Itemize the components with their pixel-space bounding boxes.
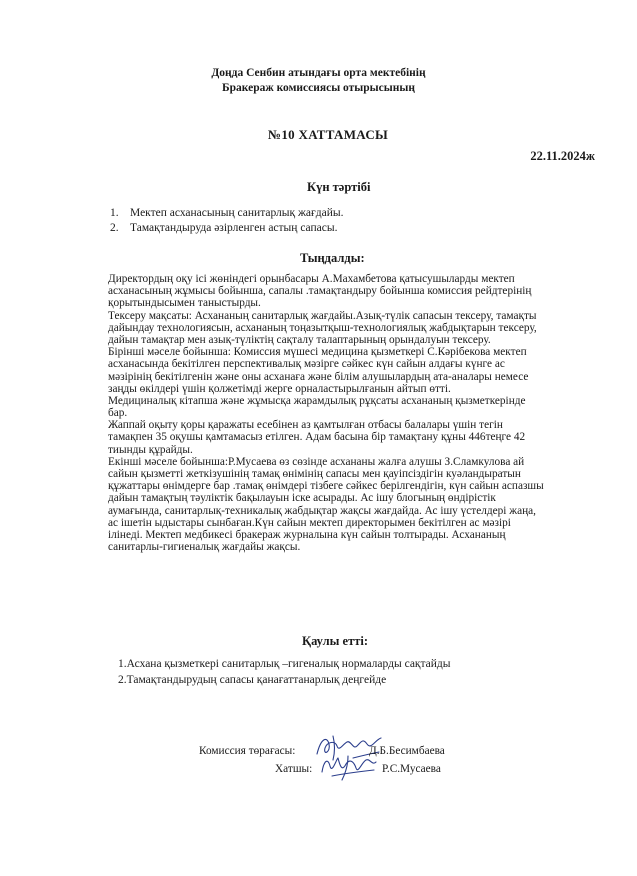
commission-header: Бракераж комиссиясы отырысының	[222, 82, 415, 94]
school-name-header: Доңда Сенбин атындағы орта мектебінің	[211, 67, 426, 79]
secretary-signature-icon	[318, 752, 380, 782]
chair-name: Д.Б.Бесимбаева	[369, 745, 445, 757]
chair-role-label: Комиссия төрағасы:	[199, 745, 296, 757]
agenda-heading: Күн тәртібі	[307, 180, 371, 194]
agenda-item-text: Мектеп асханасының санитарлық жағдайы.	[130, 207, 344, 219]
decided-heading: Қаулы етті:	[302, 634, 368, 648]
agenda-item-number: 2.	[110, 222, 119, 234]
body-line: санитарлы-гигиеналық жағдайы жақсы.	[108, 541, 301, 554]
body-line: қорытындысымен таныстырды.	[108, 297, 261, 310]
body-line: заңды өкілдері үшін қолжетімді жерге орналастырылғанын айтып өтті.	[108, 382, 451, 395]
body-line: аумағында, санитарлық-техникалық жабдықтар жақсы жағдайда. Ас ішу үстелдері жаңа,	[108, 504, 536, 517]
agenda-item-number: 1.	[110, 207, 119, 219]
body-line: бар.	[108, 407, 128, 420]
agenda-item-text: Тамақтандыруда әзірленген астың сапасы.	[130, 222, 338, 234]
body-line: Екінші мәселе бойынша:Р.Мусаева өз сөзінде асхананы жалға алушы З.Сламкулова ай	[108, 455, 525, 468]
body-line: Бірінші мәселе бойынша: Комиссия мүшесі медицина қызметкері С.Кәрібекова мектеп	[108, 346, 527, 359]
body-line: тамақпен 35 оқушы қамтамасыз етілген. Адам басына бір тамақтану құны 446теңге 42	[108, 431, 526, 444]
secretary-role-label: Хатшы:	[275, 763, 313, 775]
body-line: Медициналық кітапша және жұмысқа жарамдылық рұқсаты асхананың қызметкерінде	[108, 394, 526, 407]
listened-body	[108, 273, 588, 553]
agenda-list	[110, 207, 510, 237]
decision-item: 1.Асхана қызметкері санитарлық –гигеналық нормаларды сақтайды	[118, 658, 451, 670]
body-line: дайын тамақтың тәуліктік бақылауын іске асырады. Ас ішу блогының өндірістік	[108, 492, 496, 505]
body-line: тиынды құрайды.	[108, 443, 193, 456]
decision-item: 2.Тамақтандырудың сапасы қанағаттанарлық деңгейде	[118, 674, 387, 686]
body-line: сайын қызметті жеткізушінің тамақ өнімінің сапасы мен қауіпсіздігін куәландыратын	[108, 468, 521, 480]
body-line: мәзірінің бекітілгенін және оны асханаға және білім алушылардың ата-аналары немесе	[108, 370, 529, 383]
body-line: дайын тамақтар мен азық-түліктің сақталу талаптарының орындалуын тексеру.	[108, 333, 491, 346]
body-line: Тексеру мақсаты: Асхананың санитарлық жағдайы.Азық-түлік сапасын тексеру, тамақты	[108, 309, 537, 322]
body-line: ас ішетін ыдыстары сынбаған.Күн сайын мектеп директорымен бекітілген ас мәзірі	[108, 516, 511, 529]
document-date: 22.11.2024ж	[530, 149, 595, 163]
body-line: асханасының жұмысы бойынша, сапалы .тамақтандыру бойынша комиссия рейдтерінің	[108, 285, 532, 298]
body-line: құжаттары өнімдерге бар .тамақ өнімдері тізбеге сәйкес берілгендігін, күн сайын аспазшы	[108, 480, 544, 493]
body-line: асханасында бекітілген перспективалық мәзірге сәйкес күн сайын алдағы күнге ас	[108, 358, 505, 371]
body-line: Директордың оқу ісі жөніндегі орынбасары А.Махамбетова қатысушыларды мектеп	[108, 273, 515, 285]
secretary-name: Р.С.Мусаева	[382, 763, 441, 775]
listened-heading: Тыңдалды:	[300, 251, 365, 265]
document-title: №10 ХАТТАМАСЫ	[268, 127, 389, 142]
body-line: дайындау технологиясын, асхананың тоңазытқыш-технологиялық жабдықтарын тексеру,	[108, 321, 537, 334]
body-line: ілінеді. Мектеп медбикесі бракераж журналына күн сайын толтырады. Асхананың	[108, 528, 506, 541]
body-line: Жаппай оқыту қоры қаражаты есебінен аз қамтылған отбасы балалары үшін тегін	[108, 419, 503, 432]
